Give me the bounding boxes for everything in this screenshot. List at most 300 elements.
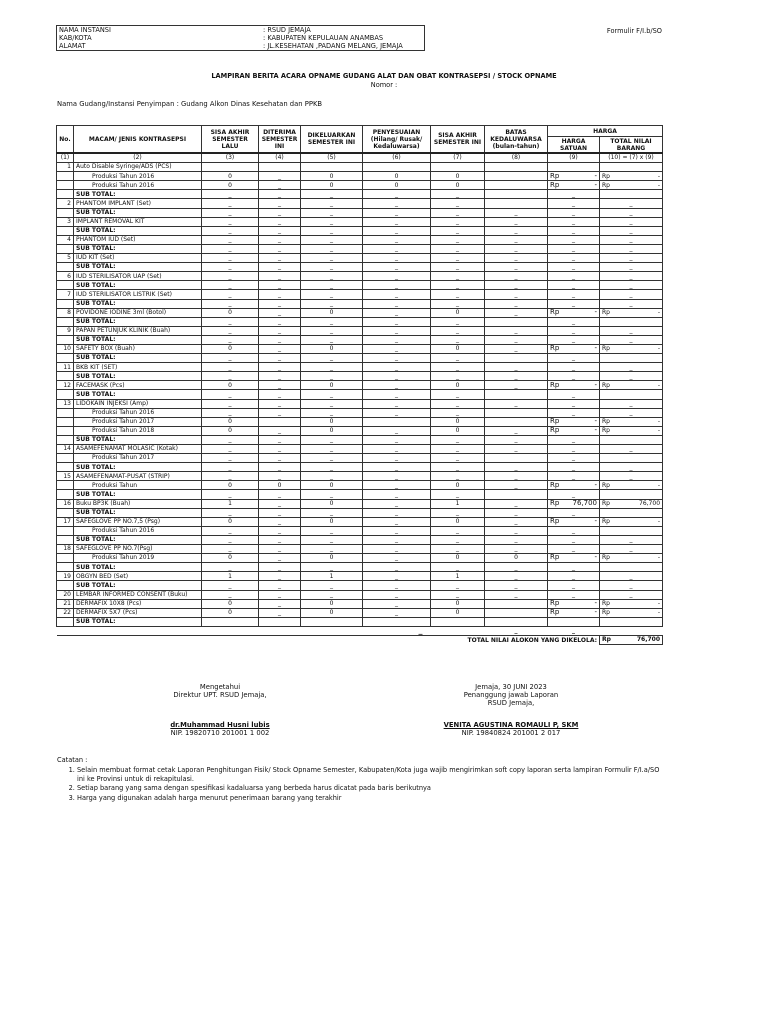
cell-value: _ [202,317,259,326]
column-number: (6) [363,153,431,163]
cell-value: _ [202,463,259,472]
cell-value: _ [202,508,259,517]
rupiah-amount [602,482,660,489]
cell-value: _ [485,226,548,235]
rupiah-amount [602,345,660,352]
cell-value: 1 [431,499,485,508]
cell-value: _ [600,463,663,472]
cell-value: _ [259,217,301,226]
cell-value: _ [548,472,600,481]
col-header-penyesuaian: PENYESUAIAN (Hilang/ Rusak/ Kedaluwarsa) [363,126,431,154]
cell-value: _ [485,290,548,299]
cell-value: _ [259,608,301,617]
cell-value: _ [301,326,363,335]
cell-value [431,617,485,626]
cell-value [485,417,548,426]
column-number: (5) [301,153,363,163]
cell-value: _ [259,399,301,408]
rupiah-amount [602,309,660,316]
cell-value: _ [259,426,301,435]
cell-value: _ [485,472,548,481]
cell-value: _ [431,545,485,554]
cell-value: _ [301,217,363,226]
table-row [57,517,663,526]
sig-right-nip: NIP. 19840824 201001 2 017 [461,729,561,737]
cell-value: _ [431,463,485,472]
row-number [57,481,74,490]
cell-value: 0 [301,381,363,390]
cell-value: _ [363,190,431,199]
cell-value: _ [548,372,600,381]
cell-value: _ [548,490,600,499]
cell-value: _ [363,226,431,235]
cell-value: 0 [202,172,259,181]
cell-value: 0 [301,181,363,190]
total-value [600,381,663,390]
item-name: SUB TOTAL: [74,226,202,235]
item-name: SUB TOTAL: [74,490,202,499]
cell-value: _ [259,317,301,326]
table-row [57,181,663,190]
row-number [57,554,74,563]
cell-value [485,190,548,199]
cell-value: _ [363,599,431,608]
row-number [57,426,74,435]
total-value [600,181,663,190]
cell-value: _ [301,508,363,517]
cell-value: _ [431,372,485,381]
cell-value: _ [548,217,600,226]
cell-value: _ [202,399,259,408]
cell-value: _ [301,254,363,263]
unit-price [548,517,600,526]
item-name: IUD STERILISATOR LISTRIK (Set) [74,290,202,299]
cell-value: _ [259,344,301,353]
item-name: SUB TOTAL: [74,581,202,590]
table-row [57,244,663,253]
currency-label: Rp [602,518,610,526]
cell-value: _ [363,381,431,390]
table-row [57,381,663,390]
item-name: LIDOKAIN INJEKSI (Amp) [74,399,202,408]
cell-value: _ [431,226,485,235]
cell-value: _ [431,535,485,544]
cell-value: _ [259,581,301,590]
row-number: 4 [57,235,74,244]
row-number [57,335,74,344]
row-number: 17 [57,517,74,526]
column-number: (3) [202,153,259,163]
cell-value: _ [363,244,431,253]
cell-value: _ [301,208,363,217]
currency-label: Rp [550,344,560,353]
item-name: SUB TOTAL: [74,508,202,517]
amount-value: - [657,599,661,607]
item-name: OBGYN BED (Set) [74,572,202,581]
currency-label: Rp [602,609,610,617]
cell-value [202,163,259,172]
cell-value: 0 [202,517,259,526]
cell-value [485,408,548,417]
cell-value: _ [259,590,301,599]
cell-value: _ [431,435,485,444]
row-number [57,463,74,472]
cell-value: _ [548,281,600,290]
row-number [57,299,74,308]
item-name: SUB TOTAL: [74,299,202,308]
row-number [57,435,74,444]
cell-value: _ [485,281,548,290]
cell-value [600,354,663,363]
cell-value: _ [600,408,663,417]
table-row [57,408,663,417]
cell-value: 0 [301,554,363,563]
rupiah-amount [550,482,597,489]
cell-value: _ [363,372,431,381]
rupiah-amount [550,500,597,507]
item-name: Produksi Tahun 2019 [74,554,202,563]
underline-mark: _ [514,627,518,635]
row-number [57,617,74,626]
cell-value: _ [600,235,663,244]
rupiah-amount [602,518,660,525]
cell-value: _ [485,399,548,408]
cell-value [485,199,548,208]
cell-value: _ [202,226,259,235]
cell-value [600,490,663,499]
cell-value: _ [548,526,600,535]
cell-value: _ [301,390,363,399]
cell-value: _ [202,490,259,499]
sig-right-line1: Jemaja, 30 JUNI 2023 [475,683,547,691]
table-row [57,281,663,290]
cell-value: 0 [301,344,363,353]
item-name: BKB KIT (SET) [74,363,202,372]
cell-value: _ [363,445,431,454]
row-number: 16 [57,499,74,508]
item-name: IUD STERILISATOR UAP (Set) [74,272,202,281]
table-row [57,526,663,535]
cell-value: _ [363,499,431,508]
row-number: 14 [57,445,74,454]
currency-label: Rp [550,480,560,489]
cell-value [548,617,600,626]
cell-value: _ [202,472,259,481]
total-value [600,499,663,508]
cell-value: _ [363,408,431,417]
cell-value: _ [548,235,600,244]
cell-value: _ [600,281,663,290]
cell-value: _ [431,399,485,408]
column-number: (8) [485,153,548,163]
currency-label: Rp [550,380,560,389]
item-name: SUB TOTAL: [74,244,202,253]
unit-price [548,172,600,181]
col-header-harga: HARGA [548,126,663,137]
table-row [57,254,663,263]
cell-value: _ [301,435,363,444]
cell-value: _ [600,272,663,281]
amount-value: 76,700 [572,499,597,507]
cell-value: _ [202,372,259,381]
row-number [57,508,74,517]
cell-value: 0 [363,181,431,190]
cell-value: 0 [431,381,485,390]
cell-value: _ [485,463,548,472]
cell-value: _ [202,290,259,299]
row-number: 12 [57,381,74,390]
item-name: SUB TOTAL: [74,190,202,199]
cell-value: _ [259,381,301,390]
cell-value: _ [202,581,259,590]
cell-value: _ [485,590,548,599]
cell-value: _ [600,399,663,408]
cell-value: _ [202,254,259,263]
cell-value: _ [431,208,485,217]
cell-value: _ [259,545,301,554]
note-item: 2. Setiap barang yang sama dengan spesifikasi kadaluarsa yang berbeda harus dicatat pada baris berikutnya [77,784,667,793]
cell-value [600,190,663,199]
cell-value: _ [301,490,363,499]
cell-value: _ [548,435,600,444]
cell-value: _ [363,554,431,563]
col-header-batas: BATAS KEDALUWARSA (bulan-tahun) [485,126,548,154]
currency-label: Rp [550,608,560,617]
cell-value: _ [202,545,259,554]
table-row [57,272,663,281]
rupiah-amount [550,173,597,180]
cell-value [363,417,431,426]
cell-value: _ [363,326,431,335]
amount-value: - [594,608,597,617]
cell-value [600,317,663,326]
table-row [57,172,663,181]
row-number: 1 [57,163,74,172]
rupiah-amount [602,382,660,389]
item-name: IUD KIT (Set) [74,254,202,263]
cell-value: _ [363,572,431,581]
row-number [57,390,74,399]
cell-value: _ [301,272,363,281]
cell-value: _ [259,535,301,544]
unit-price [548,426,600,435]
cell-value [600,454,663,463]
item-name: Auto Disable Syringe/ADS (PCS) [74,163,202,172]
column-number: (4) [259,153,301,163]
total-value [600,554,663,563]
cell-value: _ [259,308,301,317]
cell-value: _ [202,217,259,226]
item-name: Produksi Tahun 2016 [74,526,202,535]
item-name: SUB TOTAL: [74,335,202,344]
item-name: SUB TOTAL: [74,563,202,572]
cell-value: _ [363,581,431,590]
currency-label: Rp [550,180,560,189]
cell-value: _ [431,299,485,308]
cell-value: 0 [431,481,485,490]
table-row [57,208,663,217]
total-value [600,172,663,181]
row-number [57,408,74,417]
table-row [57,490,663,499]
cell-value: _ [202,354,259,363]
cell-value: _ [431,317,485,326]
cell-value: _ [485,563,548,572]
sig-right-line3: RSUD Jemaja, [487,699,535,707]
cell-value: _ [259,572,301,581]
cell-value: _ [363,399,431,408]
cell-value: _ [600,208,663,217]
unit-price [548,499,600,508]
cell-value: _ [363,435,431,444]
rupiah-amount [602,173,660,180]
row-number: 7 [57,290,74,299]
cell-value: _ [548,199,600,208]
cell-value: _ [259,390,301,399]
cell-value [485,172,548,181]
unit-price [548,308,600,317]
header-row [57,26,425,35]
cell-value: _ [485,381,548,390]
table-row [57,199,663,208]
row-number: 21 [57,599,74,608]
currency-label: Rp [550,599,560,607]
table-row [57,572,663,581]
cell-value [600,617,663,626]
cell-value: _ [259,463,301,472]
institution-header [56,25,425,51]
cell-value: _ [431,508,485,517]
amount-value: - [657,181,661,189]
total-value [600,599,663,608]
cell-value [259,417,301,426]
cell-value: _ [548,326,600,335]
table-row [57,290,663,299]
cell-value: _ [363,454,431,463]
rupiah-amount [550,418,597,425]
cell-value: _ [301,563,363,572]
row-number: 15 [57,472,74,481]
cell-value: _ [600,199,663,208]
cell-value [485,599,548,608]
cell-value: _ [259,599,301,608]
row-number: 10 [57,344,74,353]
currency-label: Rp [602,427,610,435]
item-name: SUB TOTAL: [74,354,202,363]
currency-label: Rp [602,172,610,180]
cell-value: _ [202,390,259,399]
cell-value [259,163,301,172]
unit-price [548,381,600,390]
cell-value: _ [363,608,431,617]
cell-value: _ [202,435,259,444]
cell-value: _ [363,472,431,481]
table-row [57,354,663,363]
cell-value: _ [485,535,548,544]
cell-value: _ [301,290,363,299]
currency-label: Rp [602,181,610,189]
cell-value: _ [202,244,259,253]
sig-left-line1: Mengetahui [199,683,241,691]
document-title: LAMPIRAN BERITA ACARA OPNAME GUDANG ALAT DAN OBAT KONTRASEPSI / STOCK OPNAME [211,72,557,80]
notes [57,756,667,803]
cell-value: _ [600,244,663,253]
table-row [57,308,663,317]
amount-value: - [594,480,597,489]
row-number: 5 [57,254,74,263]
cell-value: _ [363,281,431,290]
currency-label: Rp [602,345,610,353]
cell-value: _ [485,335,548,344]
currency-label: Rp [602,308,610,316]
cell-value: _ [363,481,431,490]
cell-value: _ [202,190,259,199]
cell-value: _ [431,390,485,399]
cell-value: _ [301,535,363,544]
cell-value: 0 [301,499,363,508]
cell-value: _ [485,344,548,353]
table-row [57,508,663,517]
header-row [57,34,425,42]
cell-value: _ [259,454,301,463]
cell-value: 0 [363,172,431,181]
item-name: DERMAFIX 5X7 (Pcs) [74,608,202,617]
rupiah-amount [602,182,660,189]
cell-value: 0 [202,426,259,435]
cell-value [301,163,363,172]
cell-value: 0 [431,608,485,617]
cell-value: _ [363,308,431,317]
warehouse-name: Nama Gudang/Instansi Penyimpan : Gudang Alkon Dinas Kesehatan dan PPKB [57,100,323,108]
cell-value: _ [301,235,363,244]
unit-price [548,344,600,353]
cell-value: _ [600,263,663,272]
cell-value: 0 [202,554,259,563]
cell-value: _ [202,263,259,272]
currency-label: Rp [602,499,610,507]
rupiah-amount [602,609,660,616]
table-row [57,463,663,472]
cell-value: _ [431,263,485,272]
column-number: (1) [57,153,74,163]
cell-value: _ [600,445,663,454]
cell-value: _ [301,581,363,590]
rupiah-amount [550,309,597,316]
cell-value: _ [485,208,548,217]
amount-value: - [657,308,661,316]
table-row [57,344,663,353]
cell-value: _ [363,217,431,226]
amount-value: - [657,381,661,389]
row-number [57,490,74,499]
table-row [57,326,663,335]
item-name: SAFETY BOX (Buah) [74,344,202,353]
row-number [57,535,74,544]
table-row [57,363,663,372]
cell-value: 0 [431,344,485,353]
amount-value: - [657,418,661,426]
grand-total-value [600,635,663,644]
table-row [57,335,663,344]
cell-value: _ [485,363,548,372]
cell-value: _ [600,545,663,554]
item-name: DERMAFIX 10X8 (Pcs) [74,599,202,608]
currency-label: Rp [550,553,560,562]
cell-value: 0 [301,517,363,526]
cell-value [485,490,548,499]
cell-value: _ [431,272,485,281]
cell-value: _ [301,199,363,208]
